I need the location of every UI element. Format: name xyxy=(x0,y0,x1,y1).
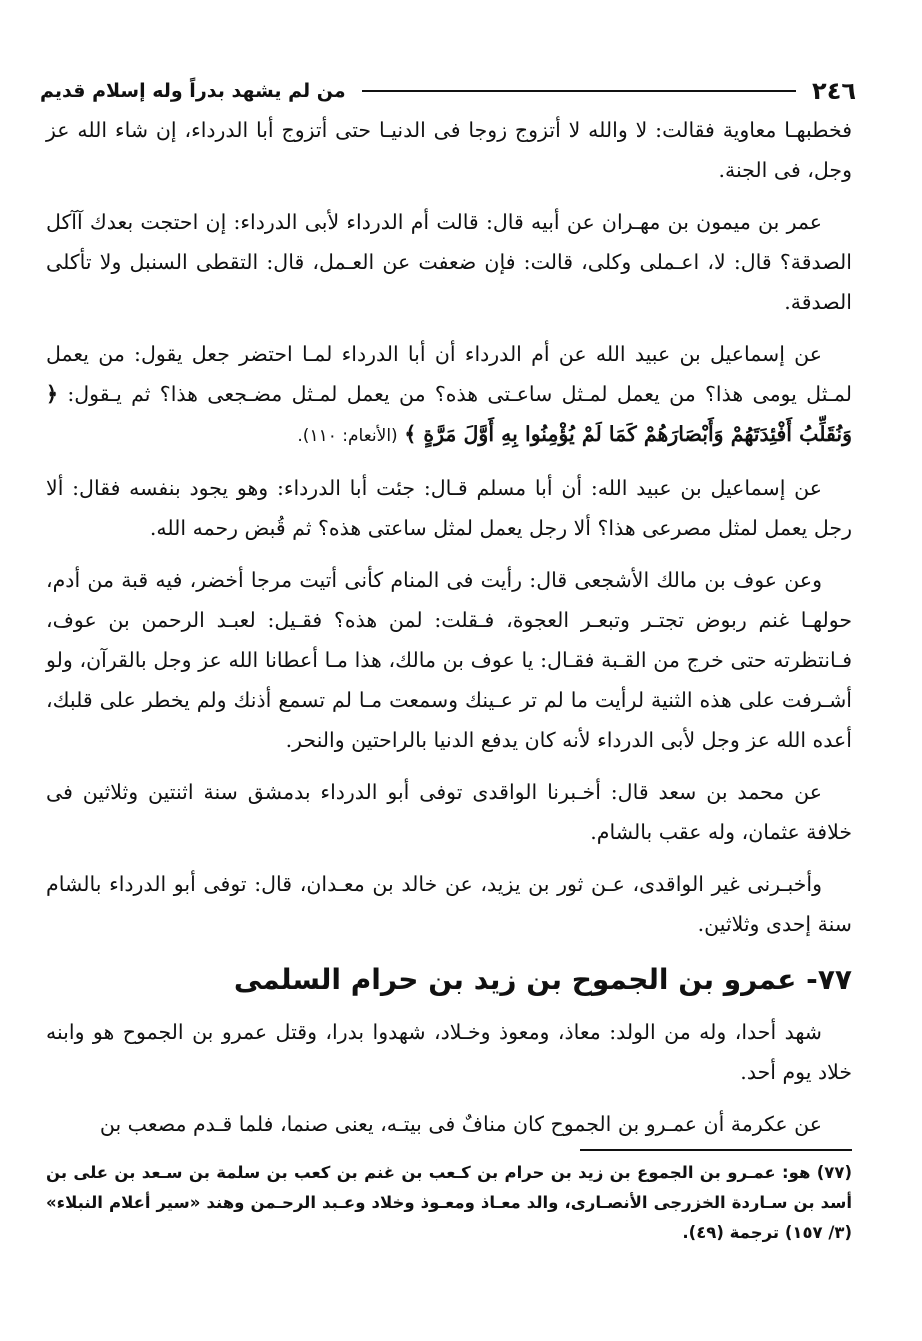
footnote-rule xyxy=(580,1149,852,1151)
paragraph: فخطبهـا معاوية فقالت: لا والله لا أتزوج زوجا فى الدنيـا حتى أتزوج أبا الدرداء، إن شاء الله عز وجل، فى الجنة. xyxy=(46,118,852,182)
section-title: ٧٧- عمرو بن الجموح بن زيد بن حرام السلمى xyxy=(233,963,852,996)
running-header xyxy=(40,74,856,108)
running-title: من لم يشهد بدراً وله إسلام قديم xyxy=(40,80,346,102)
paragraph: عن عكرمة أن عمـرو بن الجموح كان منافٌ فى بيتـه، يعنى صنما، فلما قـدم مصعب بن xyxy=(99,1112,822,1136)
paragraph: وأخبـرنى غير الواقدى، عـن ثور بن يزيد، عن خالد بن معـدان، قال: توفى أبو الدرداء بالشام سنة إحدى وثلاثين. xyxy=(46,872,852,936)
paragraph: عن محمد بن سعد قال: أخـبرنا الواقدى توفى أبو الدرداء بدمشق سنة اثنتين وثلاثين فى خلافة عثمان، وله عقب بالشام. xyxy=(46,780,852,844)
quran-verse: ﴿ وَنُقَلِّبُ أَفْئِدَتَهُمْ وَأَبْصَارَهُمْ كَمَا لَمْ يُؤْمِنُوا بِهِ أَوَّلَ مَرَّةٍ ﴾ xyxy=(46,382,852,446)
paragraph: عن إسماعيل بن عبيد الله: أن أبا مسلم قـال: جئت أبا الدرداء: وهو يجود بنفسه فقال: ألا رجل يعمل لمثل مصرعى هذا؟ ألا رجل يعمل لمثل ساعتى هذه؟ ثم قُبض رحمه الله. xyxy=(46,476,852,540)
verse-reference: (الأنعام: ١١٠). xyxy=(297,426,398,446)
paragraph: شهد أحدا، وله من الولد: معاذ، ومعوذ وخـلاد، شهدوا بدرا، وقتل عمرو بن الجموح هو وابنه خلاد يوم أحد. xyxy=(46,1020,852,1084)
paragraph: عمر بن ميمون بن مهـران عن أبيه قال: قالت أم الدرداء لأبى الدرداء: إن احتجت بعدك آآكل الصدقة؟ قال: لا، اعـملى وكلى، قالت: فإن ضعفت عن العـمل، قال: التقطى السنبل ولا تأكلى الصدقة. xyxy=(46,210,852,314)
paragraph-with-quran xyxy=(46,334,852,456)
body-text xyxy=(46,110,852,1156)
header-rule xyxy=(362,90,796,92)
paragraph-text: عن إسماعيل بن عبيد الله عن أم الدرداء أن أبا الدرداء لمـا احتضر جعل يقول: من يعمل لمـثل يومى هذا؟ من يعمل لمـثل ساعـتى هذه؟ من يعمل لمـثل مضـجعى هذا؟ ثم يـقول: xyxy=(46,342,852,406)
footnote: (٧٧) هو: عمـرو بن الجموع بن زيد بن حرام بن كـعب بن غنم بن كعب بن سلمة بن سـعد بن على بن أسد بن سـاردة الخزرجى الأنصـارى، والد معـاذ ومعـوذ وخلاد وعـبد الرحـمن وهند «سير أعلام النبلاء» (٣/ ١٥٧) ترجمة (٤٩). xyxy=(46,1163,852,1242)
paragraph: وعن عوف بن مالك الأشجعى قال: رأيت فى المنام كأنى أتيت مرجا أخضر، فيه قبة من أدم، حولهـا غنم ربوض تجتـر وتبعـر العجوة، فـقلت: لمن هذه؟ فقـيل: لعبـد الرحمن بن عوف، فـانتظرته حتى خرج من القـبة فقـال: يا عوف بن مالك، هذا مـا أعطانا الله عز وجل بالقرآن، ولو أشـرفت على هذه الثنية لرأيت ما لم تر عـينك وسمعت مـا لم تسمع أذنك ولم يخطر على قلبك، أعده الله عز وجل لأبى الدرداء لأنه كان يدفع الدنيا بالراحتين والنحر. xyxy=(46,568,852,752)
page-number: ٢٤٦ xyxy=(812,77,856,105)
